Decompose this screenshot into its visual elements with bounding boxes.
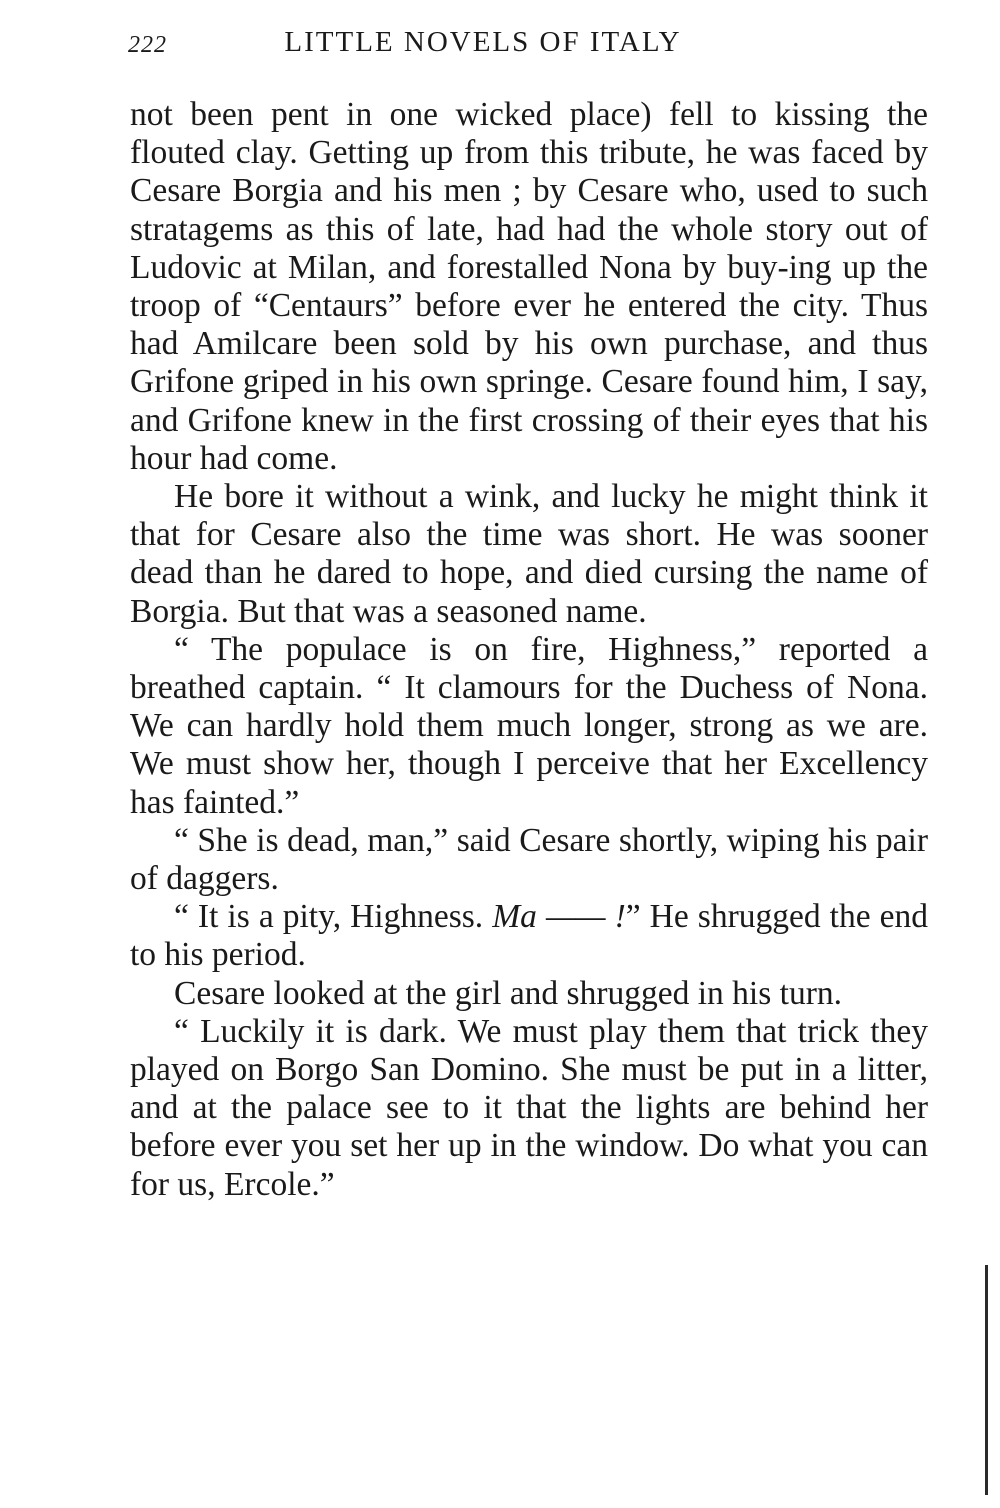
pity-text-after: ” He shrugged the end to his period. [130,898,928,974]
pity-italic-exclamation: Ma —— ! [492,898,626,936]
running-title: LITTLE NOVELS OF ITALY [284,26,682,58]
margin-rule [985,1265,988,1495]
pity-text-before: “ It is a pity, Highness. [174,898,493,936]
paragraph: He bore it without a wink, and lucky he might think it that for Cesare also the time was short. He was sooner dead than he dared to hope, and died cursing the name of Borgia. But that was a seasoned name. [130,478,928,630]
page-header [128,26,928,66]
paragraph: “ She is dead, man,” said Cesare shortly, wiping his pair of daggers. [130,821,928,898]
page-number: 222 [128,32,167,58]
paragraph: “ The populace is on fire, Highness,” reported a breathed captain. “ It clamours for the Duchess of Nona. We can hardly hold them much longer, strong as we are. We must show her, though I perceive that her Excellency has fainted.” [130,630,928,821]
paragraph-pity [130,898,928,974]
paragraph-continued: not been pent in one wicked place) fell to kissing the flouted clay. Getting up from this tribute, he was faced by Cesare Borgia and his men ; by Cesare who, used to such stratagems as this of late, had had the whole story out of Ludovic at Milan, and forestalled Nona by buy-ing up the troop of “Centaurs” before ever he entered the city. Thus had Amilcare been sold by his own purchase, and thus Grifone griped in his own springe. Cesare found him, I say, and Grifone knew in the first crossing of their eyes that his hour had come. [130,96,928,477]
body-text [130,96,928,1204]
paragraph: Cesare looked at the girl and shrugged in his turn. [174,974,842,1012]
paragraph: “ Luckily it is dark. We must play them that trick they played on Borgo San Domino. She must be put in a litter, and at the palace see to it that the lights are behind her before ever you set her up in the window. Do what you can for us, Ercole.” [130,1012,928,1203]
